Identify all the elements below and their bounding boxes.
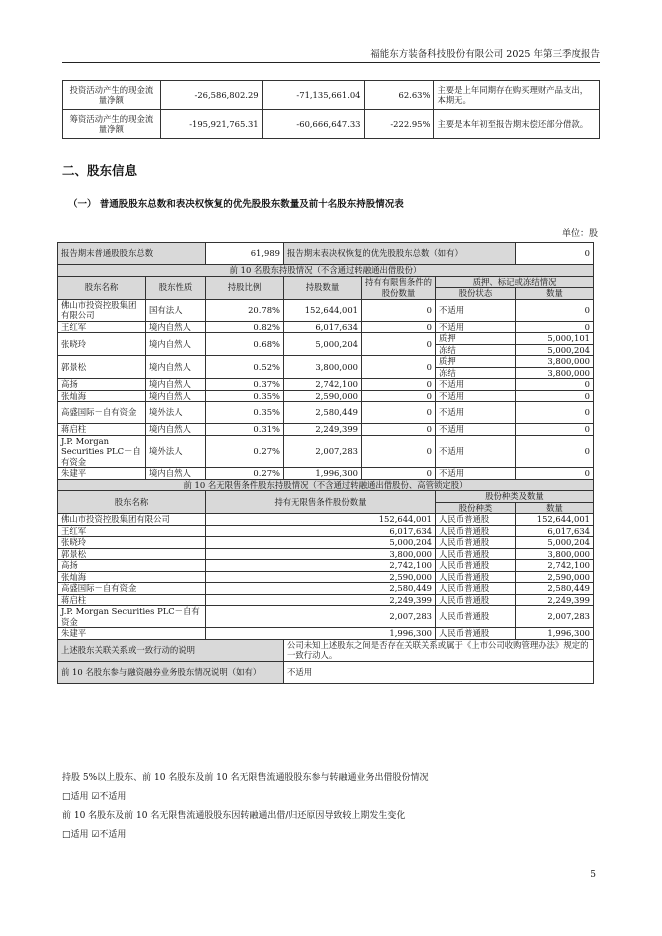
- share-state-qty: 0: [516, 468, 594, 480]
- shareholder-shares: 152,644,001: [284, 299, 362, 321]
- shareholder-restricted: 0: [362, 402, 436, 424]
- unrestricted-row: [58, 537, 594, 549]
- unrestricted-row: [58, 628, 594, 640]
- unrestricted-title: 前 10 名无限售条件股东持股情况（不含通过转融通出借股份、高管锁定股）: [58, 479, 594, 491]
- share-state: 不适用: [436, 390, 516, 402]
- shareholder-nature: 境内自然人: [146, 356, 206, 379]
- share-state-qty: 0: [516, 321, 594, 333]
- share-state: 不适用: [436, 424, 516, 436]
- share-state: 不适用: [436, 468, 516, 480]
- shareholder-row: [58, 356, 594, 368]
- share-kind: 人民币普通股: [436, 560, 516, 572]
- shareholder-nature: 国有法人: [146, 299, 206, 321]
- share-state: 不适用: [436, 435, 516, 468]
- margin-value: 不适用: [284, 661, 594, 683]
- shareholder-nature: 境内自然人: [146, 333, 206, 356]
- relation-label: 上述股东关联关系或一致行动的说明: [58, 639, 284, 661]
- shareholder-nature: 境外法人: [146, 435, 206, 468]
- shareholder-restricted: 0: [362, 390, 436, 402]
- header-name: 股东名称: [58, 276, 146, 299]
- header-nature: 股东性质: [146, 276, 206, 299]
- shareholder-restricted: 0: [362, 356, 436, 379]
- shareholder-restricted: 0: [362, 379, 436, 391]
- summary-row: [58, 243, 594, 265]
- header-row: [58, 276, 594, 288]
- share-kind-qty: 3,800,000: [516, 548, 594, 560]
- share-kind: 人民币普通股: [436, 537, 516, 549]
- shareholder-ratio: 0.27%: [206, 435, 284, 468]
- unrestricted-name: 佛山市投资控股集团有限公司: [58, 514, 206, 526]
- shareholder-ratio: 0.35%: [206, 390, 284, 402]
- unrestricted-shares: 2,580,449: [206, 583, 436, 595]
- header-qty: 数量: [516, 288, 594, 300]
- shareholder-nature: 境内自然人: [146, 468, 206, 480]
- cashflow-item: 筹资活动产生的现金流量净额: [63, 110, 161, 139]
- common-holders-label: 报告期末普通股股东总数: [58, 243, 206, 265]
- top10-title: 前 10 名股东持股情况（不含通过转融通出借股份）: [58, 265, 594, 277]
- unrestricted-shares: 3,800,000: [206, 548, 436, 560]
- shareholder-name: 张晓玲: [58, 333, 146, 356]
- unrestricted-name: 高盛国际－自有资金: [58, 583, 206, 595]
- unrestricted-shares: 1,996,300: [206, 628, 436, 640]
- share-kind: 人民币普通股: [436, 571, 516, 583]
- header-pledge: 质押、标记或冻结情况: [436, 276, 594, 288]
- shareholder-row: [58, 402, 594, 424]
- shareholder-row: [58, 379, 594, 391]
- share-state-qty: 0: [516, 435, 594, 468]
- shareholder-ratio: 0.52%: [206, 356, 284, 379]
- unrestricted-shares: 2,590,000: [206, 571, 436, 583]
- relation-row: [58, 639, 594, 661]
- shareholder-row: [58, 390, 594, 402]
- cashflow-current: -26,586,802.29: [160, 81, 262, 110]
- unrestricted-shares: 2,249,399: [206, 594, 436, 606]
- shareholder-shares: 1,996,300: [284, 468, 362, 480]
- share-state-qty: 0: [516, 402, 594, 424]
- shareholder-name: 蒋启柱: [58, 424, 146, 436]
- shareholder-shares: 2,249,399: [284, 424, 362, 436]
- shareholder-row: [58, 333, 594, 345]
- share-state-qty: 0: [516, 299, 594, 321]
- shareholder-nature: 境内自然人: [146, 379, 206, 391]
- share-kind-qty: 2,249,399: [516, 594, 594, 606]
- share-kind: 人民币普通股: [436, 606, 516, 628]
- shareholder-nature: 境外法人: [146, 402, 206, 424]
- shareholder-shares: 6,017,634: [284, 321, 362, 333]
- unrestricted-name: 张晓玲: [58, 537, 206, 549]
- share-state-qty: 3,800,000: [516, 356, 594, 368]
- shareholder-name: 王红军: [58, 321, 146, 333]
- share-state-qty: 0: [516, 379, 594, 391]
- shareholder-ratio: 0.27%: [206, 468, 284, 480]
- share-kind-qty: 2,007,283: [516, 606, 594, 628]
- header-name: 股东名称: [58, 491, 206, 514]
- unrestricted-row: [58, 594, 594, 606]
- cashflow-change: -222.95%: [364, 110, 434, 139]
- shareholder-ratio: 20.78%: [206, 299, 284, 321]
- cashflow-current: -195,921,765.31: [160, 110, 262, 139]
- header-row: [58, 491, 594, 503]
- share-state: 冻结: [436, 344, 516, 356]
- section-row: [58, 265, 594, 277]
- note-change: 前 10 名股东及前 10 名无限售流通股股东因转融通出借/归还原因导致较上期发生变化: [62, 811, 406, 821]
- cashflow-row: [63, 81, 600, 110]
- shareholder-restricted: 0: [362, 435, 436, 468]
- share-state: 冻结: [436, 367, 516, 379]
- section-title: 二、股东信息: [62, 163, 138, 178]
- note-change-applicable: □适用 ☑不适用: [62, 830, 127, 840]
- header-ratio: 持股比例: [206, 276, 284, 299]
- shareholder-row: [58, 468, 594, 480]
- pref-holders-value: 0: [516, 243, 594, 265]
- shareholder-ratio: 0.82%: [206, 321, 284, 333]
- header-kind: 股份种类: [436, 502, 516, 514]
- margin-label: 前 10 名股东参与融资融券业务股东情况说明（如有）: [58, 661, 284, 683]
- shareholder-name: 郭景松: [58, 356, 146, 379]
- share-state-qty: 3,800,000: [516, 367, 594, 379]
- shareholder-nature: 境内自然人: [146, 390, 206, 402]
- shareholder-shares: 2,590,000: [284, 390, 362, 402]
- share-state: 不适用: [436, 299, 516, 321]
- cashflow-reason: 主要是本年初至报告期末偿还部分借款。: [434, 110, 600, 139]
- note-lending-applicable: □适用 ☑不适用: [62, 792, 127, 802]
- unrestricted-row: [58, 514, 594, 526]
- shareholder-shares: 5,000,204: [284, 333, 362, 356]
- cashflow-previous: -60,666,647.33: [262, 110, 364, 139]
- share-kind: 人民币普通股: [436, 548, 516, 560]
- header-state: 股份状态: [436, 288, 516, 300]
- share-kind-qty: 2,742,100: [516, 560, 594, 572]
- share-kind: 人民币普通股: [436, 594, 516, 606]
- shareholder-ratio: 0.68%: [206, 333, 284, 356]
- subsection-title: （一） 普通股股东总数和表决权恢复的优先股股东数量及前十名股东持股情况表: [68, 199, 404, 210]
- unit-label: 单位：股: [561, 229, 598, 239]
- unrestricted-name: 张灿海: [58, 571, 206, 583]
- share-kind-qty: 5,000,204: [516, 537, 594, 549]
- cashflow-reason: 主要是上年同期存在购买理财产品支出，本期无。: [434, 81, 600, 110]
- share-state: 质押: [436, 333, 516, 345]
- unrestricted-row: [58, 606, 594, 628]
- shareholder-name: 张灿海: [58, 390, 146, 402]
- shareholder-row: [58, 299, 594, 321]
- share-kind: 人民币普通股: [436, 514, 516, 526]
- share-kind-qty: 6,017,634: [516, 525, 594, 537]
- margin-row: [58, 661, 594, 683]
- share-kind-qty: 2,580,449: [516, 583, 594, 595]
- share-state: 不适用: [436, 402, 516, 424]
- unrestricted-shares: 152,644,001: [206, 514, 436, 526]
- common-holders-value: 61,989: [206, 243, 284, 265]
- shareholder-nature: 境内自然人: [146, 321, 206, 333]
- shareholder-shares: 2,580,449: [284, 402, 362, 424]
- header-shares: 持股数量: [284, 276, 362, 299]
- shareholder-name: 朱建平: [58, 468, 146, 480]
- share-state: 不适用: [436, 321, 516, 333]
- note-lending: 持股 5%以上股东、前 10 名股东及前 10 名无限售流通股股东参与转融通业务出借股份情况: [62, 773, 429, 783]
- unrestricted-row: [58, 560, 594, 572]
- share-kind: 人民币普通股: [436, 583, 516, 595]
- unrestricted-name: 郭景松: [58, 548, 206, 560]
- shareholder-restricted: 0: [362, 321, 436, 333]
- page-number: 5: [590, 870, 596, 880]
- unrestricted-row: [58, 583, 594, 595]
- unrestricted-shares: 2,007,283: [206, 606, 436, 628]
- cashflow-table: [62, 80, 600, 139]
- cashflow-previous: -71,135,661.04: [262, 81, 364, 110]
- shareholder-ratio: 0.37%: [206, 379, 284, 391]
- page-header: 福能东方装备科技股份有限公司 2025 年第三季度报告: [370, 49, 600, 60]
- cashflow-item: 投资活动产生的现金流量净额: [63, 81, 161, 110]
- unrestricted-shares: 6,017,634: [206, 525, 436, 537]
- shareholder-nature: 境内自然人: [146, 424, 206, 436]
- cashflow-change: 62.63%: [364, 81, 434, 110]
- share-state-qty: 5,000,101: [516, 333, 594, 345]
- unrestricted-name: J.P. Morgan Securities PLC－自有资金: [58, 606, 206, 628]
- header-restricted: 持有有限售条件的股份数量: [362, 276, 436, 299]
- pref-holders-label: 报告期末表决权恢复的优先股股东总数（如有）: [284, 243, 516, 265]
- share-state: 不适用: [436, 379, 516, 391]
- share-state-qty: 0: [516, 424, 594, 436]
- share-kind: 人民币普通股: [436, 628, 516, 640]
- unrestricted-row: [58, 571, 594, 583]
- share-kind-qty: 152,644,001: [516, 514, 594, 526]
- unrestricted-name: 王红军: [58, 525, 206, 537]
- unrestricted-name: 高扬: [58, 560, 206, 572]
- shareholder-name: J.P. Morgan Securities PLC－自有资金: [58, 435, 146, 468]
- shareholder-shares: 2,742,100: [284, 379, 362, 391]
- share-state-qty: 0: [516, 390, 594, 402]
- shareholder-table: [57, 242, 594, 684]
- shareholder-row: [58, 424, 594, 436]
- unrestricted-name: 朱建平: [58, 628, 206, 640]
- shareholder-restricted: 0: [362, 333, 436, 356]
- shareholder-shares: 2,007,283: [284, 435, 362, 468]
- shareholder-ratio: 0.35%: [206, 402, 284, 424]
- shareholder-restricted: 0: [362, 424, 436, 436]
- share-state: 质押: [436, 356, 516, 368]
- unrestricted-shares: 2,742,100: [206, 560, 436, 572]
- shareholder-name: 高扬: [58, 379, 146, 391]
- shareholder-name: 高盛国际－自有资金: [58, 402, 146, 424]
- shareholder-name: 佛山市投资控股集团有限公司: [58, 299, 146, 321]
- cashflow-row: [63, 110, 600, 139]
- share-kind: 人民币普通股: [436, 525, 516, 537]
- shareholder-ratio: 0.31%: [206, 424, 284, 436]
- header-rule: [62, 62, 600, 63]
- share-kind-qty: 1,996,300: [516, 628, 594, 640]
- share-kind-qty: 2,590,000: [516, 571, 594, 583]
- unrestricted-name: 蒋启柱: [58, 594, 206, 606]
- section-row: [58, 479, 594, 491]
- shareholder-restricted: 0: [362, 299, 436, 321]
- unrestricted-row: [58, 525, 594, 537]
- shareholder-row: [58, 435, 594, 468]
- share-state-qty: 5,000,204: [516, 344, 594, 356]
- header-kind-title: 股份种类及数量: [436, 491, 594, 503]
- header-unrestricted-shares: 持有无限售条件股份数量: [206, 491, 436, 514]
- shareholder-row: [58, 321, 594, 333]
- unrestricted-row: [58, 548, 594, 560]
- header-kind-qty: 数量: [516, 502, 594, 514]
- shareholder-shares: 3,800,000: [284, 356, 362, 379]
- shareholder-restricted: 0: [362, 468, 436, 480]
- relation-value: 公司未知上述股东之间是否存在关联关系或属于《上市公司收购管理办法》规定的一致行动人。: [284, 639, 594, 661]
- unrestricted-shares: 5,000,204: [206, 537, 436, 549]
